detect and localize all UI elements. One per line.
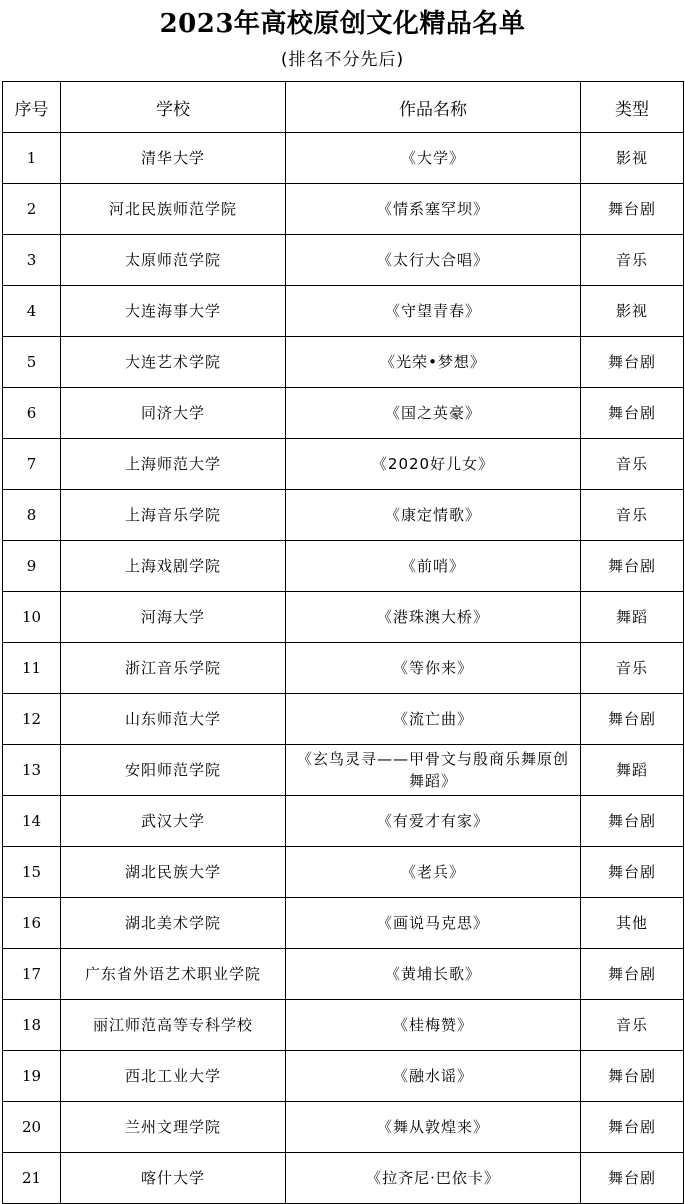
table-row	[3, 235, 684, 286]
row-work: 《老兵》	[286, 847, 581, 898]
row-index: 20	[3, 1102, 61, 1153]
row-type: 影视	[581, 286, 684, 337]
row-work: 《黄埔长歌》	[286, 949, 581, 1000]
row-type: 舞台剧	[581, 1102, 684, 1153]
row-type: 舞台剧	[581, 541, 684, 592]
row-work: 《舞从敦煌来》	[286, 1102, 581, 1153]
row-school: 上海戏剧学院	[61, 541, 286, 592]
row-index: 7	[3, 439, 61, 490]
row-type: 音乐	[581, 1000, 684, 1051]
header-work: 作品名称	[286, 82, 581, 133]
table-row	[3, 337, 684, 388]
row-type: 音乐	[581, 235, 684, 286]
row-school: 湖北美术学院	[61, 898, 286, 949]
row-school: 大连艺术学院	[61, 337, 286, 388]
table-row	[3, 898, 684, 949]
row-school: 湖北民族大学	[61, 847, 286, 898]
row-school: 丽江师范高等专科学校	[61, 1000, 286, 1051]
table-row	[3, 286, 684, 337]
row-work: 《光荣•梦想》	[286, 337, 581, 388]
row-type: 舞台剧	[581, 949, 684, 1000]
row-type: 舞台剧	[581, 388, 684, 439]
table-row	[3, 541, 684, 592]
row-school: 武汉大学	[61, 796, 286, 847]
row-type: 音乐	[581, 490, 684, 541]
row-work: 《国之英豪》	[286, 388, 581, 439]
row-work: 《前哨》	[286, 541, 581, 592]
table-row	[3, 490, 684, 541]
row-work: 《玄鸟灵寻——甲骨文与殷商乐舞原创舞蹈》	[286, 745, 581, 796]
row-index: 6	[3, 388, 61, 439]
row-work: 《有爱才有家》	[286, 796, 581, 847]
row-school: 上海师范大学	[61, 439, 286, 490]
row-school: 同济大学	[61, 388, 286, 439]
row-school: 太原师范学院	[61, 235, 286, 286]
row-type: 音乐	[581, 643, 684, 694]
row-type: 舞台剧	[581, 184, 684, 235]
row-school: 河北民族师范学院	[61, 184, 286, 235]
row-index: 11	[3, 643, 61, 694]
page-subtitle: (排名不分先后)	[280, 50, 405, 70]
table-row	[3, 388, 684, 439]
header-type: 类型	[581, 82, 684, 133]
row-work: 《流亡曲》	[286, 694, 581, 745]
row-index: 3	[3, 235, 61, 286]
table-row	[3, 949, 684, 1000]
row-index: 18	[3, 1000, 61, 1051]
row-type: 舞台剧	[581, 1153, 684, 1204]
table-row	[3, 1102, 684, 1153]
table-row	[3, 184, 684, 235]
row-school: 西北工业大学	[61, 1051, 286, 1102]
row-type: 影视	[581, 133, 684, 184]
table-row	[3, 796, 684, 847]
row-index: 15	[3, 847, 61, 898]
row-school: 兰州文理学院	[61, 1102, 286, 1153]
row-school: 广东省外语艺术职业学院	[61, 949, 286, 1000]
row-school: 山东师范大学	[61, 694, 286, 745]
header-index: 序号	[3, 82, 61, 133]
row-school: 大连海事大学	[61, 286, 286, 337]
table-row	[3, 133, 684, 184]
table-row	[3, 592, 684, 643]
row-index: 16	[3, 898, 61, 949]
row-index: 4	[3, 286, 61, 337]
row-type: 其他	[581, 898, 684, 949]
row-type: 舞台剧	[581, 337, 684, 388]
header-school: 学校	[61, 82, 286, 133]
row-index: 10	[3, 592, 61, 643]
row-index: 14	[3, 796, 61, 847]
row-school: 安阳师范学院	[61, 745, 286, 796]
table-row	[3, 694, 684, 745]
row-index: 13	[3, 745, 61, 796]
row-index: 5	[3, 337, 61, 388]
row-school: 清华大学	[61, 133, 286, 184]
row-school: 浙江音乐学院	[61, 643, 286, 694]
row-index: 21	[3, 1153, 61, 1204]
row-type: 舞台剧	[581, 694, 684, 745]
row-index: 17	[3, 949, 61, 1000]
row-type: 舞台剧	[581, 847, 684, 898]
row-work: 《港珠澳大桥》	[286, 592, 581, 643]
row-work: 《桂梅赞》	[286, 1000, 581, 1051]
table-row	[3, 1051, 684, 1102]
row-work: 《2020好儿女》	[286, 439, 581, 490]
row-type: 舞蹈	[581, 745, 684, 796]
works-table	[2, 81, 684, 1204]
row-index: 9	[3, 541, 61, 592]
row-type: 舞台剧	[581, 796, 684, 847]
row-work: 《等你来》	[286, 643, 581, 694]
table-header-row	[3, 82, 684, 133]
row-school: 喀什大学	[61, 1153, 286, 1204]
row-work: 《融水谣》	[286, 1051, 581, 1102]
table-row	[3, 439, 684, 490]
table-row	[3, 1153, 684, 1204]
row-work: 《大学》	[286, 133, 581, 184]
row-index: 12	[3, 694, 61, 745]
table-row	[3, 643, 684, 694]
row-type: 舞蹈	[581, 592, 684, 643]
row-work: 《情系塞罕坝》	[286, 184, 581, 235]
row-school: 上海音乐学院	[61, 490, 286, 541]
row-index: 8	[3, 490, 61, 541]
row-type: 音乐	[581, 439, 684, 490]
row-work: 《拉齐尼·巴依卡》	[286, 1153, 581, 1204]
row-work: 《画说马克思》	[286, 898, 581, 949]
row-type: 舞台剧	[581, 1051, 684, 1102]
row-work: 《太行大合唱》	[286, 235, 581, 286]
table-row	[3, 847, 684, 898]
row-index: 1	[3, 133, 61, 184]
row-work: 《康定情歌》	[286, 490, 581, 541]
row-index: 19	[3, 1051, 61, 1102]
row-index: 2	[3, 184, 61, 235]
table-row	[3, 745, 684, 796]
page-title: 2023年高校原创文化精品名单	[159, 9, 526, 39]
row-work: 《守望青春》	[286, 286, 581, 337]
table-row	[3, 1000, 684, 1051]
row-school: 河海大学	[61, 592, 286, 643]
